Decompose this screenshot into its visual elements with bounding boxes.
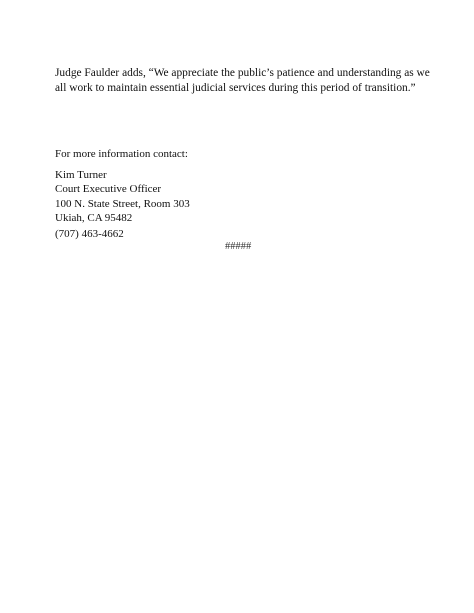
contact-address-line-2: Ukiah, CA 95482 xyxy=(55,211,133,224)
contact-phone: (707) 463-4662 xyxy=(55,228,124,240)
end-of-release-mark: ##### xyxy=(225,241,252,252)
quote-line-2: all work to maintain essential judicial services during this period of transition.” xyxy=(55,82,416,94)
contact-intro: For more information contact: xyxy=(55,148,188,160)
contact-address-block xyxy=(55,168,190,225)
contact-address-line-1: 100 N. State Street, Room 303 xyxy=(55,197,190,210)
closing-quote-paragraph xyxy=(55,66,435,96)
quote-line-1: Judge Faulder adds, “We appreciate the public’s patience and understanding as we xyxy=(55,67,430,79)
contact-name: Kim Turner xyxy=(55,169,107,181)
contact-title: Court Executive Officer xyxy=(55,183,162,196)
